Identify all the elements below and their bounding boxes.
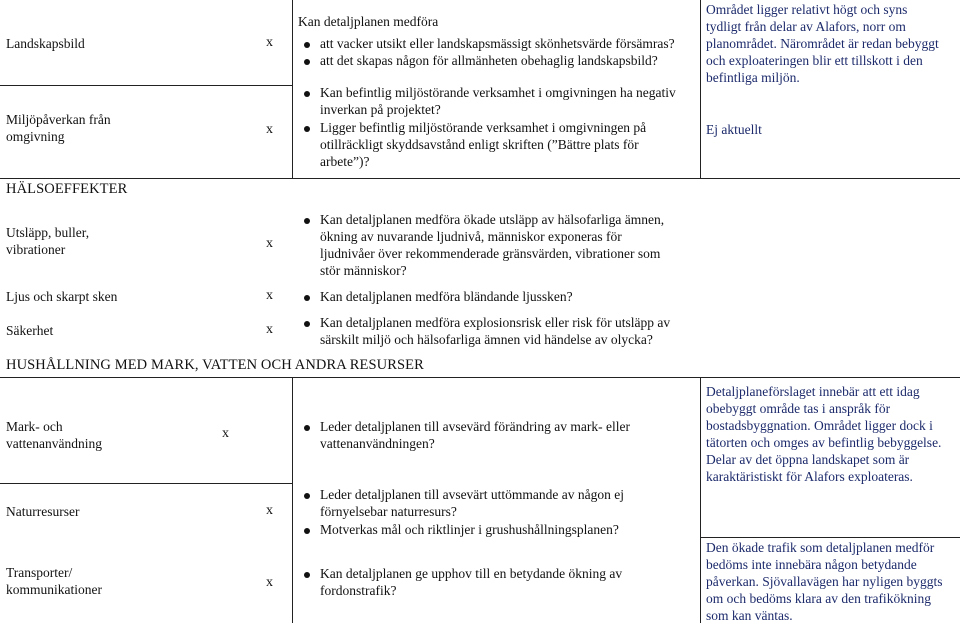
- mark-miljopaverkan: x: [266, 122, 273, 137]
- text-line: Leder detaljplanen till avsevärt uttömmande av någon ej: [320, 487, 625, 502]
- section-heading-hushallning: HUSHÅLLNING MED MARK, VATTEN OCH ANDRA RESURSER: [6, 357, 424, 373]
- question-landskapsbild: Kan detaljplanen medföra: [298, 14, 439, 29]
- comment-line: tätorten och omges av befintlig bebyggelse.: [706, 435, 942, 450]
- text-line: Leder detaljplanen till avsevärd förändring av mark- eller: [320, 419, 630, 434]
- label-line: Mark- och: [6, 419, 63, 434]
- text-line: stör människor?: [320, 263, 407, 278]
- text-line: inverkan på projektet?: [320, 102, 441, 117]
- row-divider: [0, 377, 960, 378]
- bullet-icon: [304, 91, 310, 97]
- bullet-icon: [304, 493, 310, 499]
- row-label-transporter: [6, 564, 102, 598]
- label-line: omgivning: [6, 129, 65, 144]
- comment-line: karaktäristiskt för Alafors exploateras.: [706, 469, 913, 484]
- comment-line: påverkan. Sjövallavägen har nyligen byggts: [706, 574, 943, 589]
- text-line: fordonstrafik?: [320, 583, 397, 598]
- comment-miljopaverkan: Ej aktuellt: [706, 122, 762, 137]
- bullet-icon: [304, 295, 310, 301]
- row-label-utslapp: [6, 224, 89, 258]
- comment-line: om och bedöms klara av den trafikökning: [706, 591, 931, 606]
- text-line: förnyelsebar naturresurs?: [320, 504, 457, 519]
- comment-line: Delar av det öppna landskapet som är: [706, 452, 910, 467]
- row-label-naturresurser: Naturresurser: [6, 504, 80, 519]
- mark-ljus: x: [266, 288, 273, 303]
- text-line: vattenanvändningen?: [320, 436, 435, 451]
- comment-line: planområdet. Närområdet är redan bebyggt: [706, 36, 939, 51]
- comment-line: tydligt från delar av Alafors, norr om: [706, 19, 906, 34]
- text-line: Kan befintlig miljöstörande verksamhet i omgivningen ha negativ: [320, 85, 676, 100]
- row-divider: [0, 178, 960, 179]
- comment-line: Detaljplaneförslaget innebär att ett idag: [706, 384, 920, 399]
- bullet-icon: [304, 42, 310, 48]
- bullet-text: [320, 84, 676, 118]
- row-label-sakerhet: Säkerhet: [6, 323, 54, 338]
- comment-line: befintliga miljön.: [706, 70, 800, 85]
- bullet-text: [320, 418, 630, 452]
- label-line: Utsläpp, buller,: [6, 225, 90, 240]
- comment-landskapsbild: [706, 1, 939, 86]
- comment-line: Den ökade trafik som detaljplanen medför: [706, 540, 935, 555]
- bullet-text: Kan detaljplanen medföra bländande ljussken?: [320, 289, 573, 304]
- mark-sakerhet: x: [266, 322, 273, 337]
- bullet-text: att det skapas någon för allmänheten obehaglig landskapsbild?: [320, 53, 658, 68]
- row-divider: [0, 483, 292, 484]
- comment-mark-vatten: [706, 383, 941, 485]
- text-line: särskilt miljö och hälsofarliga ämnen vid händelse av olycka?: [320, 332, 653, 347]
- row-label-ljus: Ljus och skarpt sken: [6, 289, 118, 304]
- text-line: otillräckligt skyddsavstånd enligt skriften (”Bättre plats för: [320, 137, 639, 152]
- row-label-miljopaverkan: [6, 111, 111, 145]
- bullet-icon: [304, 126, 310, 132]
- bullet-text: [320, 565, 622, 599]
- text-line: arbete”)?: [320, 154, 370, 169]
- bullet-icon: [304, 425, 310, 431]
- col-divider-2b: [700, 377, 701, 623]
- text-line: Kan detaljplanen medföra explosionsrisk eller risk för utsläpp av: [320, 315, 671, 330]
- mark-landskapsbild: x: [266, 35, 273, 50]
- comment-line: bedöms inte innebära någon betydande: [706, 557, 917, 572]
- label-line: Transporter/: [6, 565, 73, 580]
- comment-line: Området ligger relativt högt och syns: [706, 2, 908, 17]
- label-line: vattenanvändning: [6, 436, 102, 451]
- row-label-mark-vatten: [6, 418, 102, 452]
- text-line: Kan detaljplanen medföra ökade utsläpp av hälsofarliga ämnen,: [320, 212, 665, 227]
- label-line: vibrationer: [6, 242, 66, 257]
- mark-naturresurser: x: [266, 503, 273, 518]
- mark-transporter: x: [266, 575, 273, 590]
- text-line: Ligger befintlig miljöstörande verksamhet i omgivningen på: [320, 120, 647, 135]
- comment-line: bostadsbyggnation. Området ligger dock i: [706, 418, 933, 433]
- mark-mark-vatten: x: [222, 426, 229, 441]
- bullet-text: [320, 314, 670, 348]
- col-divider-1: [292, 0, 293, 178]
- bullet-icon: [304, 528, 310, 534]
- comment-transporter: [706, 539, 943, 624]
- bullet-icon: [304, 59, 310, 65]
- bullet-text: [320, 211, 664, 279]
- row-divider: [0, 85, 292, 86]
- bullet-icon: [304, 321, 310, 327]
- row-label-landskapsbild: Landskapsbild: [6, 36, 85, 51]
- label-line: kommunikationer: [6, 582, 102, 597]
- mark-utslapp: x: [266, 236, 273, 251]
- text-line: ljudnivåer över rekommenderade gränsvärden, vibrationer som: [320, 246, 661, 261]
- comment-line: och exploateringen blir ett tillskott i den: [706, 53, 923, 68]
- text-line: Kan detaljplanen ge upphov till en betydande ökning av: [320, 566, 623, 581]
- col-divider-1b: [292, 377, 293, 623]
- section-heading-halsoeffekter: HÄLSOEFFEKTER: [6, 181, 128, 197]
- row-divider: [700, 537, 960, 538]
- comment-line: obebyggt område tas i anspråk för: [706, 401, 891, 416]
- bullet-text: [320, 486, 624, 520]
- bullet-text: Motverkas mål och riktlinjer i grushushållningsplanen?: [320, 522, 619, 537]
- bullet-icon: [304, 572, 310, 578]
- bullet-icon: [304, 218, 310, 224]
- text-line: ökning av nuvarande ljudnivå, människor exponeras för: [320, 229, 622, 244]
- bullet-text: [320, 119, 646, 170]
- label-line: Miljöpåverkan från: [6, 112, 111, 127]
- bullet-text: att vacker utsikt eller landskapsmässigt skönhetsvärde försämras?: [320, 36, 675, 51]
- col-divider-2: [700, 0, 701, 178]
- comment-line: som kan väntas.: [706, 608, 793, 623]
